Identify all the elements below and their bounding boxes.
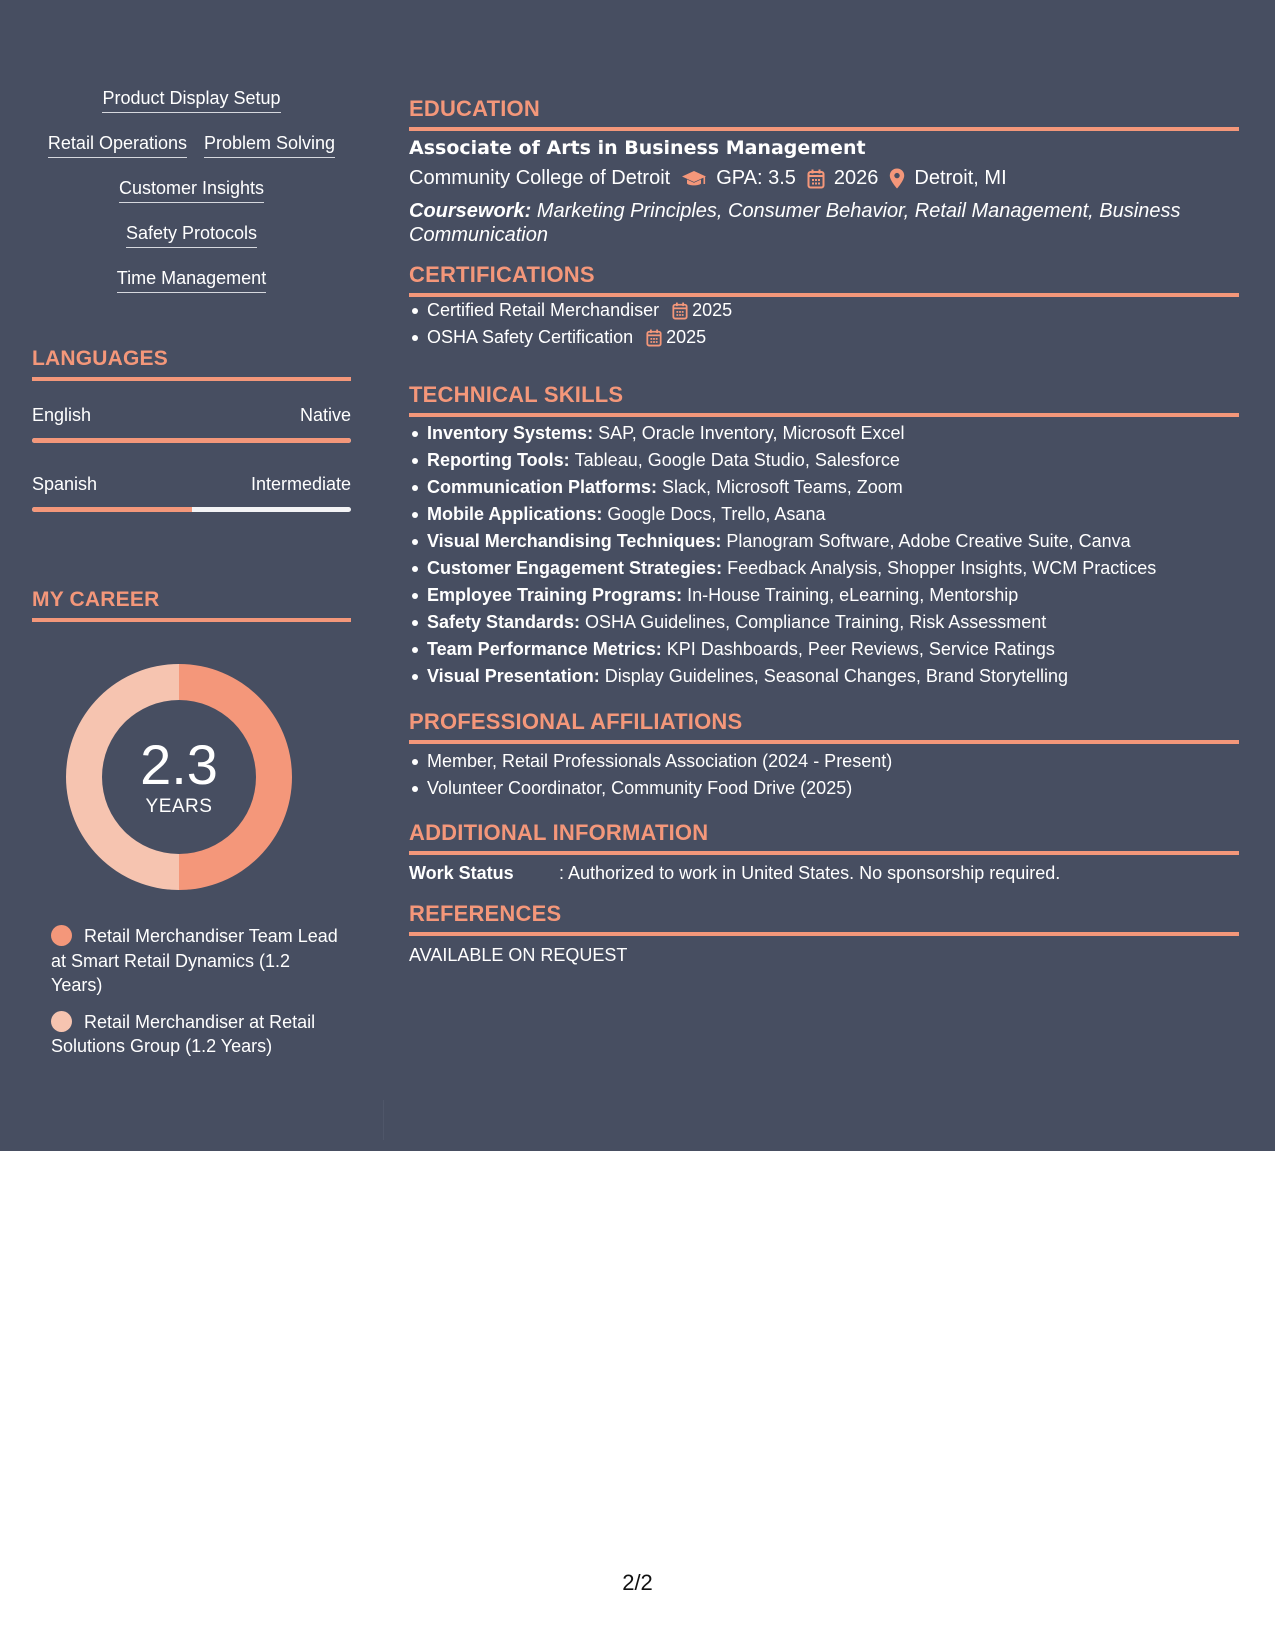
calendar-icon [807,169,825,189]
skill-values: Display Guidelines, Seasonal Changes, Brand Storytelling [604,666,1068,686]
skill-tag-row [32,176,351,221]
skill-tag: Retail Operations [48,131,187,158]
skill-category: Reporting Tools: [427,450,570,470]
legend-dot [51,1011,72,1032]
technical-skills-heading: TECHNICAL SKILLS [409,382,1239,417]
work-status [409,863,1060,884]
skill-values: SAP, Oracle Inventory, Microsoft Excel [598,423,905,443]
list-item [427,663,1156,690]
column-divider [383,1100,384,1140]
map-pin-icon [889,168,905,189]
list-item [427,501,1156,528]
affiliations-list [427,748,892,802]
career-legend [51,924,341,1071]
coursework-label: Coursework: [409,200,532,222]
career-total-years: 2.3 [140,733,218,796]
certification-name: Certified Retail Merchandiser [427,300,660,320]
skill-values: OSHA Guidelines, Compliance Training, Risk Assessment [585,612,1047,632]
gpa: GPA: 3.5 [716,167,796,189]
skill-category: Visual Presentation: [427,666,600,686]
career-entry [51,1010,341,1059]
language-spanish [32,474,351,512]
language-english [32,405,351,443]
list-item: Volunteer Coordinator, Community Food Drive (2025) [427,775,892,802]
language-bar-fill [32,438,351,443]
list-item [427,609,1156,636]
skill-tag-row [32,266,351,311]
language-bar-fill [32,507,192,512]
language-bar [32,507,351,512]
education-details [409,167,1007,190]
work-status-label: Work Status [409,863,514,883]
list-item [427,555,1156,582]
language-name: English [32,405,92,425]
list-item [427,528,1156,555]
references-text: AVAILABLE ON REQUEST [409,945,628,965]
page-number: 2/2 [622,1570,653,1595]
career-years-label: YEARS [145,796,213,817]
list-item [427,582,1156,609]
coursework-list: Marketing Principles, Consumer Behavior, Retail Management, Business Communication [409,200,1181,246]
additional-info-heading: ADDITIONAL INFORMATION [409,820,1239,855]
languages-heading: LANGUAGES [32,347,351,381]
language-bar [32,438,351,443]
certification-year: 2025 [692,300,733,320]
certification-year: 2025 [666,327,707,347]
skill-tags [32,86,351,311]
list-item [427,420,1156,447]
skill-category: Communication Platforms: [427,477,658,497]
list-item [427,324,732,351]
skill-category: Inventory Systems: [427,423,594,443]
skill-category: Safety Standards: [427,612,581,632]
list-item [427,636,1156,663]
skill-tag-row [32,86,351,131]
language-level: Native [299,405,351,425]
skill-values: Google Docs, Trello, Asana [607,504,826,524]
skill-tag: Product Display Setup [102,86,280,113]
references-heading: REFERENCES [409,901,1239,936]
certifications-list [427,297,732,351]
career-entry-label: Retail Merchandiser Team Lead at Smart Retail Dynamics (1.2 Years) [51,926,338,995]
skill-values: KPI Dashboards, Peer Reviews, Service Ratings [666,639,1055,659]
skill-values: Slack, Microsoft Teams, Zoom [662,477,903,497]
career-entry [51,924,341,998]
language-name: Spanish [32,474,98,494]
language-level: Intermediate [250,474,351,494]
career-donut-chart [66,664,292,890]
skill-tag-row [32,221,351,266]
skill-values: Planogram Software, Adobe Creative Suite, Canva [726,531,1131,551]
skill-tag-row [32,131,351,176]
work-status-value: : Authorized to work in United States. No sponsorship required. [559,863,1061,883]
education-heading: EDUCATION [409,96,1239,131]
skill-tag: Customer Insights [119,176,264,203]
education-location: Detroit, MI [914,167,1007,189]
school-name: Community College of Detroit [409,167,671,189]
certification-name: OSHA Safety Certification [427,327,634,347]
affiliations-heading: PROFESSIONAL AFFILIATIONS [409,709,1239,744]
calendar-icon [646,329,662,347]
graduation-year: 2026 [833,167,879,189]
skill-category: Team Performance Metrics: [427,639,662,659]
skill-category: Visual Merchandising Techniques: [427,531,722,551]
degree-title: Associate of Arts in Business Management [409,137,866,159]
skill-values: In-House Training, eLearning, Mentorship [687,585,1019,605]
list-item [427,474,1156,501]
certifications-heading: CERTIFICATIONS [409,262,1239,297]
skill-category: Customer Engagement Strategies: [427,558,723,578]
calendar-icon [672,302,688,320]
skill-category: Employee Training Programs: [427,585,683,605]
skill-tag: Problem Solving [204,131,335,158]
skill-values: Feedback Analysis, Shopper Insights, WCM Practices [727,558,1157,578]
skill-category: Mobile Applications: [427,504,603,524]
skill-values: Tableau, Google Data Studio, Salesforce [574,450,900,470]
skill-tag: Safety Protocols [126,221,257,248]
coursework [409,199,1209,247]
list-item: Member, Retail Professionals Association (2024 - Present) [427,748,892,775]
career-heading: MY CAREER [32,588,351,622]
graduation-cap-icon [681,170,707,188]
technical-skills-list [427,420,1156,690]
legend-dot [51,925,72,946]
career-entry-label: Retail Merchandiser at Retail Solutions Group (1.2 Years) [51,1011,316,1056]
list-item [427,297,732,324]
list-item [427,447,1156,474]
skill-tag: Time Management [117,266,266,293]
